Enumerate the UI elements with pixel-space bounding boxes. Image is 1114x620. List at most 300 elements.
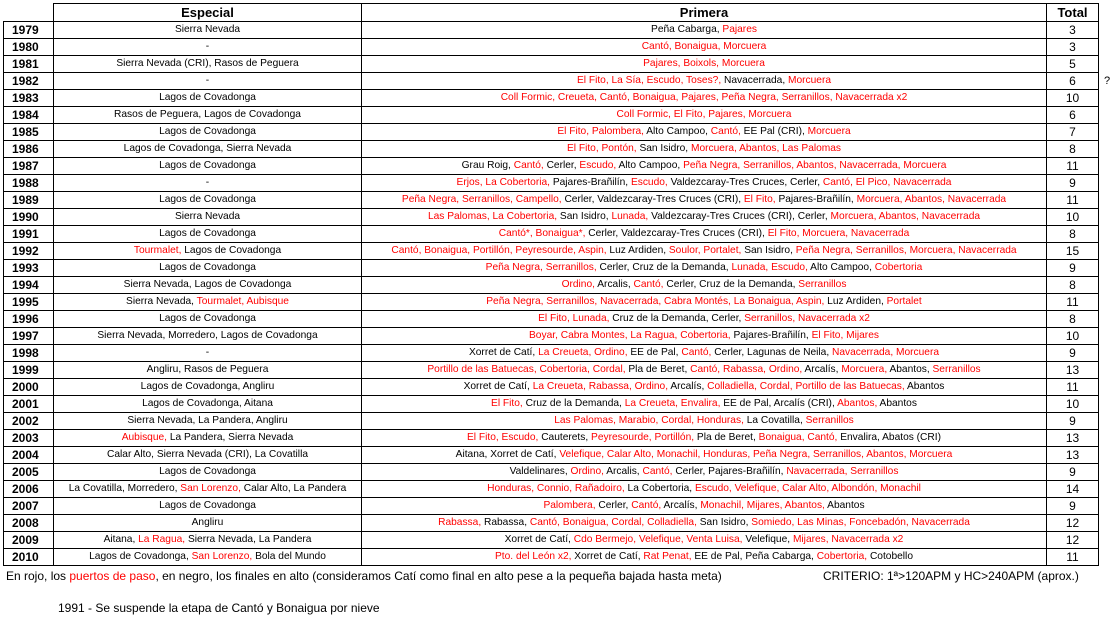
climb-segment: Pajares-Brañilín, (552, 177, 631, 188)
table-row (4, 277, 1099, 294)
table-row (4, 413, 1099, 430)
row-primera (362, 498, 1047, 515)
table-row (4, 379, 1099, 396)
row-especial (54, 464, 362, 481)
row-total: 12 (1047, 515, 1099, 532)
climb-segment-red: Rabassa, (438, 517, 484, 528)
row-total: 9 (1047, 345, 1099, 362)
row-primera (362, 328, 1047, 345)
row-total: 13 (1047, 430, 1099, 447)
climb-segment: Angliru (191, 517, 224, 528)
climb-segment: Cerler, Valdezcaray-Tres Cruces (CRI), (588, 228, 768, 239)
row-especial (54, 192, 362, 209)
climb-segment: Alto Campoo, (618, 160, 684, 171)
row-total: 11 (1047, 192, 1099, 209)
climb-segment: Lagos de Covadonga, Aitana (142, 398, 273, 409)
row-total: 9 (1047, 175, 1099, 192)
row-total: 5 (1047, 56, 1099, 73)
climb-segment: Envalira, Abatos (CRI) (840, 432, 941, 443)
climb-segment: San Isidro, (559, 211, 612, 222)
climb-segment-red: Escudo, Velefique, Calar Alto, Albondón, Monachil (694, 483, 921, 494)
climb-segment-red: Cantó*, Bonaigua*, (498, 228, 589, 239)
climb-segment: Lagos de Covadonga (159, 228, 256, 239)
row-primera (362, 141, 1047, 158)
climb-segment-red: Bonaigua, Cantó, (758, 432, 841, 443)
climb-segment: Luz Ardiden, (609, 245, 669, 256)
row-primera (362, 90, 1047, 107)
table-row (4, 481, 1099, 498)
row-especial (54, 39, 362, 56)
climb-segment: Peña Cabarga, (651, 24, 723, 35)
row-year: 1990 (4, 209, 54, 226)
row-total: 13 (1047, 447, 1099, 464)
row-total: 14 (1047, 481, 1099, 498)
row-total: 9 (1047, 260, 1099, 277)
row-primera (362, 73, 1047, 90)
climb-segment: Sierra Nevada, La Pandera, Angliru (127, 415, 288, 426)
climb-segment-red: Honduras, Connio, Rañadoiro, (487, 483, 628, 494)
climb-segment: Rasos de Peguera, Lagos de Covadonga (114, 109, 301, 120)
climb-segment: Lagos de Covadonga (159, 160, 256, 171)
climb-segment-red: Cobertoria, (816, 551, 870, 562)
row-especial (54, 413, 362, 430)
climb-segment-red: El Fito, (491, 398, 526, 409)
climb-segment-red: Cantó, Bonaigua, Portillón, Peyresourde, Aspin, (391, 245, 610, 256)
row-primera (362, 124, 1047, 141)
row-especial (54, 73, 362, 90)
table-row (4, 73, 1099, 90)
climb-segment: Alto Campoo, (810, 262, 875, 273)
climb-segment: Lagos de Covadonga (159, 92, 256, 103)
row-total: 15 (1047, 243, 1099, 260)
climb-segment-red: Pajares (722, 24, 757, 35)
climb-segment-red: Navacerrada, Serranillos (786, 466, 899, 477)
climb-segment: Cerler, Lagunas de Neila, (714, 347, 832, 358)
row-total: 9 (1047, 498, 1099, 515)
table-row (4, 260, 1099, 277)
row-total: 13 (1047, 362, 1099, 379)
climb-segment-red: El Fito, Pontón, (566, 143, 640, 154)
row-primera (362, 515, 1047, 532)
row-year: 1983 (4, 90, 54, 107)
climb-segment: Alto Campoo, (646, 126, 711, 137)
row-especial (54, 90, 362, 107)
climb-segment-red: Peyresourde, Portillón, (591, 432, 697, 443)
climb-segment: Aitana, (103, 534, 139, 545)
climb-segment: Angliru, Rasos de Peguera (146, 364, 269, 375)
climb-segment: Sierra Nevada, La Pandera (187, 534, 312, 545)
climb-segment-red: La Ragua, (138, 534, 188, 545)
row-total: 8 (1047, 141, 1099, 158)
climb-segment-red: Cobertoria (874, 262, 923, 273)
legend-part-c: , en negro, los finales en alto (consideramos Catí como final en alto pese a la pequeña bajada hasta meta) (155, 569, 722, 583)
climb-segment-red: Morcuera, Abantos, Navacerrada (830, 211, 981, 222)
row-primera (362, 345, 1047, 362)
climb-segment: Cotobello (869, 551, 913, 562)
table-row (4, 56, 1099, 73)
climb-segment: Arcalis, (606, 466, 643, 477)
climb-segment: Cruz de la Demanda, Cerler, (612, 313, 745, 324)
climb-segment: Lagos de Covadonga (159, 194, 256, 205)
table-row (4, 328, 1099, 345)
row-primera (362, 430, 1047, 447)
row-year: 2001 (4, 396, 54, 413)
row-year: 1979 (4, 22, 54, 39)
climb-segment-red: Cantó, (633, 279, 667, 290)
row-primera (362, 22, 1047, 39)
climb-segment: EE Pal (CRI), (743, 126, 808, 137)
climb-segment: Pajares-Brañilín, (733, 330, 812, 341)
climb-segment-red: Escudo, (630, 177, 671, 188)
row-year: 2005 (4, 464, 54, 481)
climb-segment-red: Cantó, Bonaigua, Cordal, Colladiella, (529, 517, 700, 528)
climb-segment: Sierra Nevada, (126, 296, 197, 307)
row-especial (54, 56, 362, 73)
climb-segment: Abantos, (889, 364, 933, 375)
climb-segment-red: Morcuera (807, 126, 851, 137)
climb-segment-red: La Creueta, Envalira, (624, 398, 724, 409)
legend-part-b: puertos de paso (69, 569, 156, 583)
climb-segment: Cauterets, (541, 432, 592, 443)
climb-segment-red: Cantó, (681, 347, 715, 358)
climb-segment: Valdelinares, (509, 466, 571, 477)
climb-segment-red: El Fito, Morcuera, Navacerrada (767, 228, 910, 239)
climb-segment: Lagos de Covadonga (159, 466, 256, 477)
row-total: 10 (1047, 90, 1099, 107)
climb-segment-red: San Lorenzo, (180, 483, 244, 494)
row-year: 1992 (4, 243, 54, 260)
table-row (4, 124, 1099, 141)
climb-segment: Aitana, Xorret de Catí, (455, 449, 560, 460)
row-especial (54, 498, 362, 515)
climb-segment-red: Soulor, Portalet, (668, 245, 745, 256)
climbs-table (3, 3, 1099, 566)
table-row (4, 447, 1099, 464)
row-especial (54, 549, 362, 566)
climb-segment: Pla de Beret, (628, 364, 691, 375)
row-year: 1996 (4, 311, 54, 328)
table-row (4, 532, 1099, 549)
row-primera (362, 56, 1047, 73)
climb-segment-red: Serranillos (805, 415, 854, 426)
row-primera (362, 175, 1047, 192)
row-year: 2007 (4, 498, 54, 515)
climb-segment: Cerler, (598, 500, 632, 511)
climb-segment-red: Mijares, Navacerrada x2 (792, 534, 904, 545)
climb-segment: Valdezcaray-Tres Cruces, Cerler, (670, 177, 823, 188)
row-especial (54, 141, 362, 158)
climb-segment-red: Pto. del León x2, (495, 551, 575, 562)
climb-segment-red: Ordino, (570, 466, 607, 477)
climb-segment: Arcalis, (597, 279, 634, 290)
row-primera (362, 396, 1047, 413)
criterio-text: CRITERIO: 1ª>120APM y HC>240APM (aprox.) (823, 569, 1079, 583)
row-total: 7 (1047, 124, 1099, 141)
table-row (4, 243, 1099, 260)
climb-segment: Abantos (879, 398, 917, 409)
row-year: 1998 (4, 345, 54, 362)
climb-segment-red: Tourmalet, Aubisque (196, 296, 289, 307)
climb-segment-red: Cantó, (710, 126, 744, 137)
climb-segment-red: Cantó, (513, 160, 547, 171)
table-row (4, 311, 1099, 328)
table-row (4, 515, 1099, 532)
climb-segment: Calar Alto, Sierra Nevada (CRI), La Covatilla (107, 449, 308, 460)
climb-segment-red: Serranillos, Navacerrada x2 (744, 313, 870, 324)
climb-segment: Cerler, Cruz de la Demanda, (666, 279, 799, 290)
climb-segment-red: Coll Formic, El Fito, Pajares, Morcuera (616, 109, 792, 120)
table-row (4, 141, 1099, 158)
row-especial (54, 158, 362, 175)
table-row (4, 22, 1099, 39)
row-especial (54, 379, 362, 396)
climb-segment-red: Morcuera, Abantos, Navacerrada (856, 194, 1007, 205)
climb-segment-red: Morcuera, (841, 364, 890, 375)
row-year: 1981 (4, 56, 54, 73)
table-row (4, 175, 1099, 192)
climb-segment-red: Peña Negra, Serranillos, Abantos, Navacerrada, Morcuera (683, 160, 947, 171)
climb-segment-red: Colladiella, Cordal, Portillo de las Batuecas, (707, 381, 908, 392)
row-total: 11 (1047, 549, 1099, 566)
table-row (4, 549, 1099, 566)
climb-segment-red: Serranillos (932, 364, 981, 375)
row-year: 1986 (4, 141, 54, 158)
row-total: 12 (1047, 532, 1099, 549)
climb-segment-red: Monachil, Mijares, Abantos, (700, 500, 828, 511)
row-year: 1999 (4, 362, 54, 379)
climb-segment-red: Ordino, (561, 279, 598, 290)
climb-segment: San Isidro, (744, 245, 796, 256)
climb-segment: Xorret de Catí, (463, 381, 533, 392)
row-year: 2003 (4, 430, 54, 447)
row-primera (362, 549, 1047, 566)
row-especial (54, 396, 362, 413)
climb-segment: San Isidro, (699, 517, 752, 528)
climb-segment: Navacerrada, (724, 75, 788, 86)
climb-segment-red: Palombera, (543, 500, 599, 511)
climb-segment: Velefique, (745, 534, 793, 545)
table-row (4, 464, 1099, 481)
row-year: 2008 (4, 515, 54, 532)
climb-segment-red: El Fito, (743, 194, 779, 205)
row-especial (54, 345, 362, 362)
row-year: 1984 (4, 107, 54, 124)
climb-segment: EE de Pal, Peña Cabarga, (694, 551, 817, 562)
climb-segment: Xorret de Catí, (504, 534, 574, 545)
climb-segment: Calar Alto, La Pandera (243, 483, 347, 494)
climb-segment-red: El Fito, La Sía, Escudo, Toses?, (576, 75, 724, 86)
climb-segment-red: Peña Negra, Serranillos, Campello, (401, 194, 565, 205)
header-row (4, 4, 1099, 22)
row-year: 1991 (4, 226, 54, 243)
row-primera (362, 447, 1047, 464)
row-year: 2010 (4, 549, 54, 566)
climb-segment-red: Peña Negra, Serranillos, Morcuera, Navacerrada (795, 245, 1017, 256)
row-primera (362, 226, 1047, 243)
row-primera (362, 311, 1047, 328)
row-total: 9 (1047, 464, 1099, 481)
table-row (4, 158, 1099, 175)
row-especial (54, 328, 362, 345)
climb-segment-red: La Creueta, Rabassa, Ordino, (532, 381, 671, 392)
row-primera (362, 158, 1047, 175)
row-year: 2000 (4, 379, 54, 396)
climb-segment: Lagos de Covadonga, Sierra Nevada (123, 143, 292, 154)
climb-segment: La Cobertoria, (627, 483, 695, 494)
climb-segment: Lagos de Covadonga, Angliru (140, 381, 275, 392)
climb-segment-red: El Fito, Lunada, (538, 313, 613, 324)
climb-segment-red: Morcuera, Abantos, Las Palomas (690, 143, 842, 154)
climb-segment-red: Portillo de las Batuecas, Cobertoria, Cordal, (427, 364, 629, 375)
climb-segment-red: Navacerrada, Morcuera (832, 347, 940, 358)
row-year: 1993 (4, 260, 54, 277)
climb-segment: Bola del Mundo (255, 551, 326, 562)
climb-segment-red: Erjos, La Cobertoria, (456, 177, 553, 188)
row-primera (362, 260, 1047, 277)
row-primera (362, 413, 1047, 430)
climb-segment-red: Las Palomas, La Cobertoria, (427, 211, 560, 222)
row-total: 10 (1047, 209, 1099, 226)
row-especial (54, 175, 362, 192)
row-total: 8 (1047, 226, 1099, 243)
climb-segment: Valdezcaray-Tres Cruces (CRI), Cerler, (651, 211, 831, 222)
climb-segment: Cruz de la Demanda, (525, 398, 625, 409)
row-especial (54, 124, 362, 141)
table-row (4, 107, 1099, 124)
climb-segment: EE de Pal, (630, 347, 682, 358)
climb-segment: - (205, 75, 210, 86)
row-especial (54, 362, 362, 379)
row-primera (362, 362, 1047, 379)
climb-segment: - (205, 347, 210, 358)
header-total: Total (1047, 4, 1099, 22)
legend-part-a: En rojo, los (6, 569, 70, 583)
climb-segment: EE de Pal, Arcalís (CRI), (723, 398, 838, 409)
climb-segment-red: Portalet (886, 296, 922, 307)
row-year: 1994 (4, 277, 54, 294)
climb-segment: Pla de Beret, (696, 432, 759, 443)
row-year: 1988 (4, 175, 54, 192)
climb-segment: Lagos de Covadonga (159, 262, 256, 273)
row-total: 6 (1047, 107, 1099, 124)
climb-segment-red: Cantó, (631, 500, 664, 511)
row-especial (54, 447, 362, 464)
climb-segment-red: Cantó, (642, 466, 676, 477)
row-primera (362, 379, 1047, 396)
climb-segment-red: Pajares, Boixols, Morcuera (643, 58, 765, 69)
row-year: 1995 (4, 294, 54, 311)
row-especial (54, 481, 362, 498)
climb-segment: Sierra Nevada (CRI), Rasos de Peguera (116, 58, 299, 69)
climb-segment: Sierra Nevada (174, 24, 241, 35)
climb-segment-red: Tourmalet, (133, 245, 185, 256)
climb-segment-red: Cantó, El Pico, Navacerrada (822, 177, 952, 188)
row-primera (362, 532, 1047, 549)
climb-segment-red: Rat Penat, (643, 551, 695, 562)
climb-segment-red: Aubisque, (121, 432, 170, 443)
climb-segment: Xorret de Catí, (468, 347, 539, 358)
climb-segment-red: Coll Formic, Creueta, Cantó, Bonaigua, Pajares, Peña Negra, Serranillos, Navacerrada x2 (500, 92, 908, 103)
climb-segment: Sierra Nevada (174, 211, 241, 222)
header-primera: Primera (362, 4, 1047, 22)
table-row (4, 362, 1099, 379)
row-year: 2009 (4, 532, 54, 549)
question-mark: ? (1104, 75, 1111, 87)
row-total: 11 (1047, 294, 1099, 311)
row-total: 8 (1047, 311, 1099, 328)
climb-segment: Arcalís, (670, 381, 708, 392)
table-row (4, 498, 1099, 515)
climb-segment: Lagos de Covadonga (159, 126, 256, 137)
climb-segment-red: Escudo, (579, 160, 619, 171)
row-year: 1989 (4, 192, 54, 209)
row-total: 3 (1047, 39, 1099, 56)
table-row (4, 192, 1099, 209)
climb-segment-red: Lunada, Escudo, (731, 262, 811, 273)
row-total: 3 (1047, 22, 1099, 39)
climb-segment: San Isidro, (639, 143, 691, 154)
row-total: 6 (1047, 73, 1099, 90)
climb-segment: Cerler, Valdezcaray-Tres Cruces (CRI), (564, 194, 744, 205)
row-primera (362, 464, 1047, 481)
climb-segment-red: El Fito, Escudo, (467, 432, 542, 443)
climb-segment: Xorret de Catí, (574, 551, 644, 562)
climb-segment-red: Serranillos (798, 279, 847, 290)
header-year (4, 4, 54, 22)
table-body (4, 22, 1099, 566)
climb-segment-red: Morcuera (788, 75, 832, 86)
row-total: 11 (1047, 158, 1099, 175)
climb-segment: Lagos de Covadonga, (89, 551, 192, 562)
climb-segment: Cerler, (546, 160, 580, 171)
row-especial (54, 260, 362, 277)
climb-segment-red: Cantó, Bonaigua, Morcuera (641, 41, 767, 52)
climb-segment: La Covatilla, Morredero, (68, 483, 181, 494)
climb-segment-red: Peña Negra, Serranillos, (485, 262, 600, 273)
row-total: 8 (1047, 277, 1099, 294)
climb-segment-red: Somiedo, Las Minas, Foncebadón, Navacerrada (751, 517, 970, 528)
row-year: 1987 (4, 158, 54, 175)
climb-segment: Abantos (827, 500, 865, 511)
climb-segment: Lagos de Covadonga (184, 245, 282, 256)
climb-segment-red: La Creueta, Ordino, (538, 347, 631, 358)
row-year: 2006 (4, 481, 54, 498)
row-especial (54, 226, 362, 243)
climb-segment-red: El Fito, Palombera, (557, 126, 647, 137)
climb-segment: Pajares-Brañilín, (778, 194, 857, 205)
climb-segment: - (205, 41, 210, 52)
row-primera (362, 277, 1047, 294)
climb-segment-red: Velefique, Calar Alto, Monachil, Honduras, Peña Negra, Serranillos, Abantos, Morcuera (559, 449, 953, 460)
row-especial (54, 243, 362, 260)
table-row (4, 39, 1099, 56)
climb-segment: Arcalís, (663, 500, 701, 511)
row-especial (54, 311, 362, 328)
row-total: 9 (1047, 413, 1099, 430)
climb-segment-red: Peña Negra, Serranillos, Navacerrada, Cabra Montés, La Bonaigua, Aspin, (486, 296, 828, 307)
table-row (4, 345, 1099, 362)
climb-segment: Lagos de Covadonga (159, 313, 256, 324)
climb-segment: Cerler, Cruz de la Demanda, (599, 262, 732, 273)
climb-segment: Abantos (907, 381, 945, 392)
row-year: 1985 (4, 124, 54, 141)
climb-segment-red: Boyar, Cabra Montes, La Ragua, Cobertoria, (529, 330, 734, 341)
table-row (4, 226, 1099, 243)
row-year: 1980 (4, 39, 54, 56)
header-especial: Especial (54, 4, 362, 22)
row-year: 2002 (4, 413, 54, 430)
climb-segment: Arcalís, (804, 364, 842, 375)
